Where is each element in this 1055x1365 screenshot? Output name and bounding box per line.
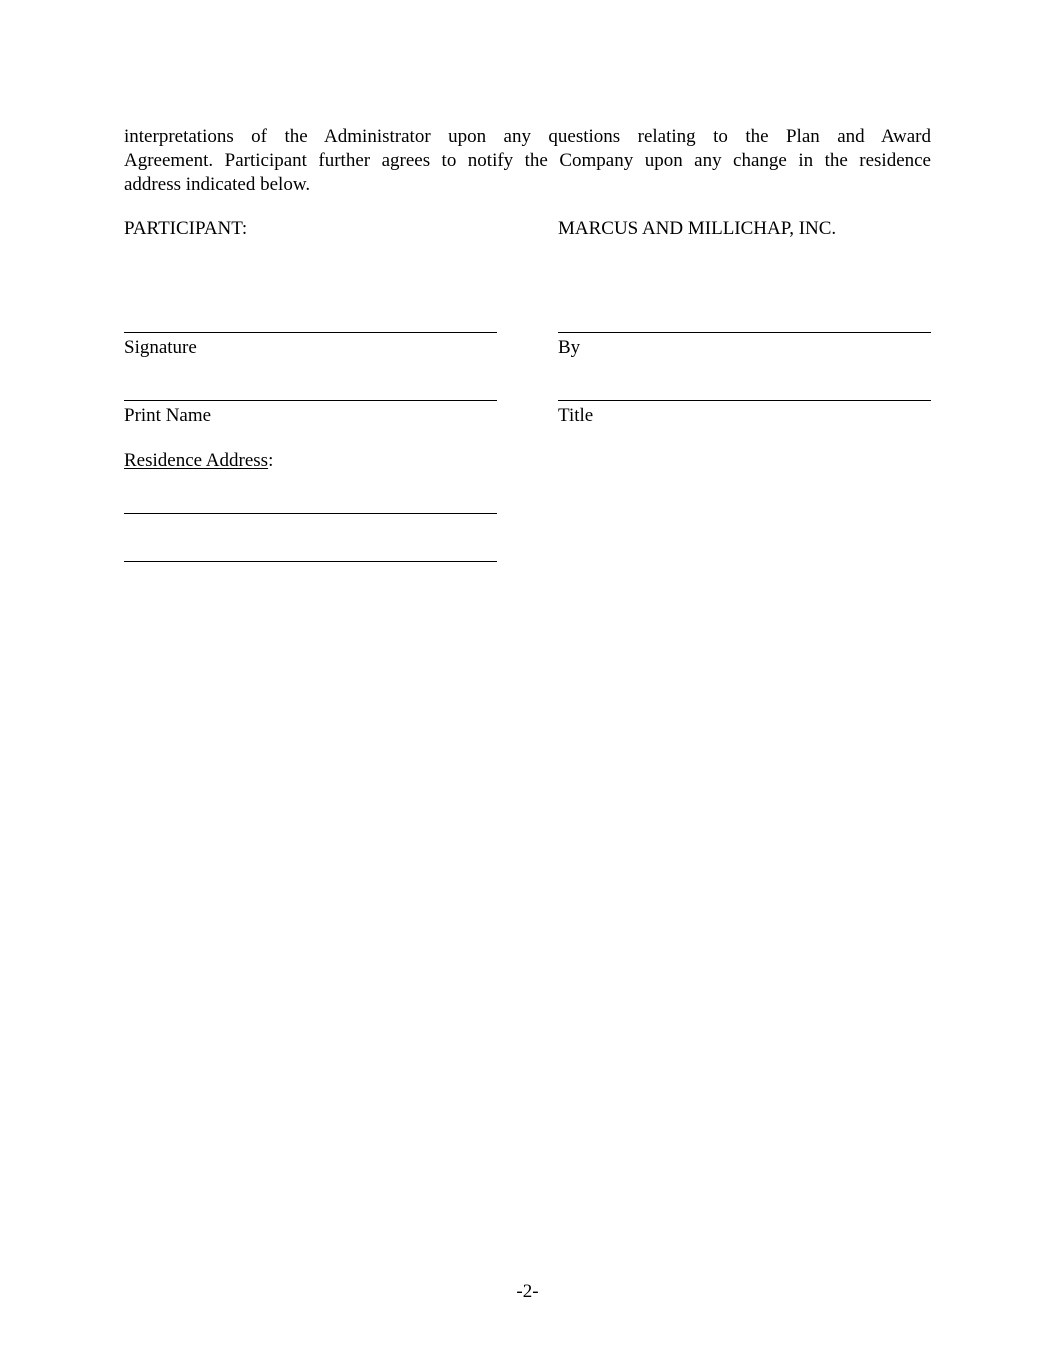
by-label: By: [558, 337, 581, 358]
residence-address-heading: [124, 449, 273, 473]
participant-print-name-line[interactable]: [124, 400, 497, 401]
participant-signature-line[interactable]: [124, 332, 497, 333]
body-line-2: Agreement. Participant further agrees to notify the Company upon any change in the residence: [124, 150, 931, 171]
participant-heading: PARTICIPANT:: [124, 218, 248, 239]
company-by-line[interactable]: [558, 332, 931, 333]
signature-label: Signature: [124, 337, 197, 358]
company-title-line[interactable]: [558, 400, 931, 401]
residence-address-label: Residence Address: [124, 450, 269, 471]
title-label: Title: [558, 405, 594, 426]
residence-address-colon: :: [268, 450, 274, 471]
page-number: -2-: [516, 1281, 539, 1302]
residence-address-line-2[interactable]: [124, 561, 497, 562]
residence-address-line-1[interactable]: [124, 513, 497, 514]
company-heading: MARCUS AND MILLICHAP, INC.: [558, 218, 837, 239]
print-name-label: Print Name: [124, 405, 212, 426]
body-paragraph: [124, 125, 931, 197]
body-line-3: address indicated below.: [124, 174, 311, 195]
body-line-1: interpretations of the Administrator upon any questions relating to the Plan and Award: [124, 126, 931, 147]
